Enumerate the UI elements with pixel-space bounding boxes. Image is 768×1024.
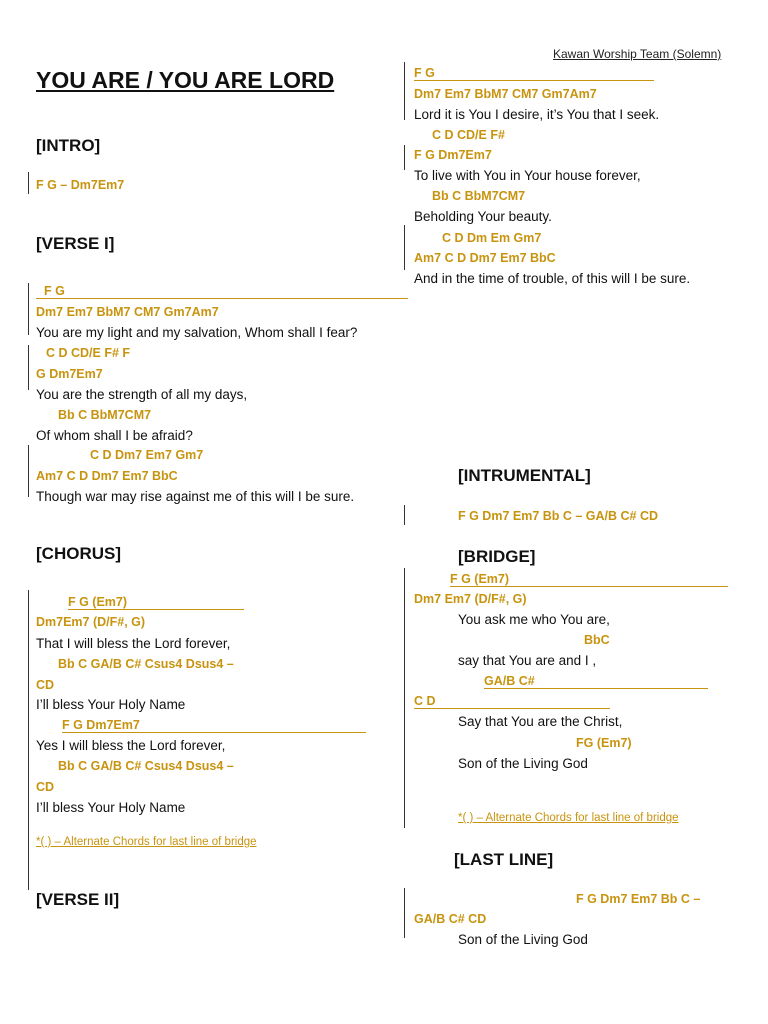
lyric-line: Beholding Your beauty. — [414, 209, 552, 224]
chord-line: C D Dm Em Gm7 — [442, 231, 542, 245]
chord-line: Bb C GA/B C# Csus4 Dsus4 – — [58, 657, 234, 671]
lyric-line: Yes I will bless the Lord forever, — [36, 738, 226, 753]
chord-line: GA/B C# CD — [414, 912, 487, 926]
chord-underline — [62, 732, 366, 733]
chord-line: C D CD/E F# — [432, 128, 505, 142]
lyric-line: Son of the Living God — [458, 756, 588, 771]
chord-line: G Dm7Em7 — [36, 367, 103, 381]
chord-line: C D CD/E F# F — [46, 346, 131, 360]
chord-underline — [450, 586, 728, 587]
chord-line: F G (Em7) — [68, 595, 128, 609]
margin-bar — [404, 225, 405, 270]
section-verse-1: [VERSE I] — [36, 234, 115, 253]
lyric-line: You ask me who You are, — [458, 612, 610, 627]
margin-bar — [404, 568, 405, 828]
lyric-line: To live with You in Your house forever, — [414, 168, 641, 183]
chord-line: F G — [414, 66, 435, 80]
chord-line: CD — [36, 780, 55, 794]
chord-underline — [484, 688, 708, 689]
margin-bar — [28, 283, 29, 335]
chord-line: Am7 C D Dm7 Em7 BbC — [36, 469, 178, 483]
lyric-line: Of whom shall I be afraid? — [36, 428, 193, 443]
chord-line: Dm7 Em7 BbM7 CM7 Gm7Am7 — [414, 87, 597, 101]
chord-line: C D Dm7 Em7 Gm7 — [90, 448, 204, 462]
section-chorus: [CHORUS] — [36, 544, 121, 563]
lyric-line: Son of the Living God — [458, 932, 588, 947]
margin-bar — [404, 888, 405, 938]
margin-bar — [404, 62, 405, 120]
lyric-line: Though war may rise against me of this will I be sure. — [36, 489, 355, 504]
section-verse-2: [VERSE II] — [36, 890, 120, 909]
chord-line: C D — [414, 694, 436, 708]
lyric-line: Lord it is You I desire, it’s You that I seek. — [414, 107, 660, 122]
chord-line: Am7 C D Dm7 Em7 BbC — [414, 251, 556, 265]
lyric-line: And in the time of trouble, of this will I be sure. — [414, 271, 691, 286]
chord-line: F G (Em7) — [450, 572, 510, 586]
lyric-line: I’ll bless Your Holy Name — [36, 800, 186, 815]
chord-line: CD — [36, 678, 55, 692]
margin-bar — [28, 445, 29, 497]
chord-line: Dm7 Em7 BbM7 CM7 Gm7Am7 — [36, 305, 219, 319]
alternate-chords-note: *( ) – Alternate Chords for last line of bridge — [458, 812, 679, 824]
chord-line: F G – Dm7Em7 — [36, 178, 125, 192]
lyric-line: I’ll bless Your Holy Name — [36, 697, 186, 712]
margin-bar — [404, 145, 405, 170]
chord-line: GA/B C# — [484, 674, 535, 688]
section-bridge: [BRIDGE] — [458, 547, 536, 566]
margin-bar — [404, 505, 405, 525]
chord-line: BbC — [584, 633, 610, 647]
section-intro: [INTRO] — [36, 136, 101, 155]
margin-bar — [28, 590, 29, 890]
margin-bar — [28, 172, 29, 194]
chord-line: Bb C BbM7CM7 — [58, 408, 152, 422]
chord-line: Dm7Em7 (D/F#, G) — [36, 615, 146, 629]
chord-line: FG (Em7) — [576, 736, 632, 750]
chord-underline — [36, 298, 408, 299]
chord-underline — [68, 609, 244, 610]
lyric-line: Say that You are the Christ, — [458, 714, 623, 729]
chord-line: F G Dm7 Em7 Bb C – GA/B C# CD — [458, 509, 659, 523]
chord-line: Dm7 Em7 (D/F#, G) — [414, 592, 527, 606]
chord-underline — [414, 80, 654, 81]
lyric-line: You are my light and my salvation, Whom shall I fear? — [36, 325, 358, 340]
alternate-chords-note: *( ) – Alternate Chords for last line of bridge — [36, 836, 257, 848]
chord-line: Bb C GA/B C# Csus4 Dsus4 – — [58, 759, 234, 773]
chord-underline — [414, 708, 610, 709]
lyric-line: say that You are and I , — [458, 653, 597, 668]
chord-line: F G Dm7Em7 — [414, 148, 492, 162]
section-instrumental: [INTRUMENTAL] — [458, 466, 591, 485]
margin-bar — [28, 345, 29, 390]
chord-line: F G — [44, 284, 65, 298]
lyric-line: That I will bless the Lord forever, — [36, 636, 231, 651]
lyric-line: You are the strength of all my days, — [36, 387, 248, 402]
chord-line: F G Dm7 Em7 Bb C – — [576, 892, 701, 906]
song-title: YOU ARE / YOU ARE LORD — [36, 67, 335, 93]
team-name: Kawan Worship Team (Solemn) — [553, 47, 722, 61]
chord-line: Bb C BbM7CM7 — [432, 189, 526, 203]
chord-line: F G Dm7Em7 — [62, 718, 140, 732]
section-last-line: [LAST LINE] — [454, 850, 554, 869]
